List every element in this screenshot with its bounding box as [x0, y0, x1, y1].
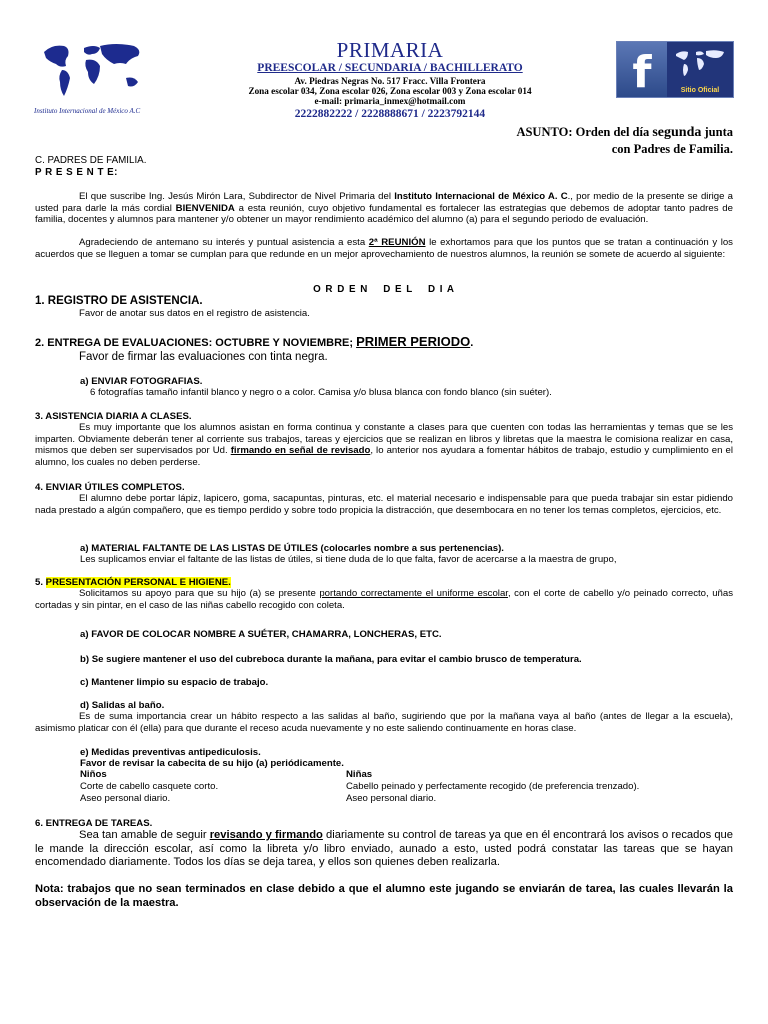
reunion-number: 2ª REUNIÓN [368, 237, 426, 248]
section-5-text-a: Solicitamos su apoyo para que su hijo (a) se presente [79, 588, 320, 599]
section-5b: b) Se sugiere mantener el uso del cubreboca durante la mañana, para evitar el cambio brusco de temperatura. [80, 654, 582, 665]
section-5-title-text: PRESENTACIÓN PERSONAL E HIGIENE. [45, 577, 231, 588]
section-2-text: Favor de firmar las evaluaciones con tinta negra. [79, 351, 328, 363]
section-4-text: El alumno debe portar lápiz, lapicero, goma, sacapuntas, pinturas, etc. el material necesario e indispensable para que pueda trabajar sin estar pidiendo nada prestado a algún compañero, que es tiempo perdido y sobre todo propicia la distracción, que desembocara en no tener los temas completos, ejercicios, etc. [35, 493, 733, 516]
ninas-item: Cabello peinado y perfectamente recogido (de preferencia trenzado). [346, 781, 640, 792]
asunto-bold-word: segunda [652, 125, 702, 140]
revisando-firmando: revisando y firmando [209, 829, 323, 841]
globe-icon [670, 46, 730, 82]
section-5d-title: d) Salidas al baño. [80, 700, 165, 711]
section-6-text-c: diariamente su control de tareas ya que en él encontrará los avisos o recados que le mande la dirección escolar, así como la libreta y/o libro enviado, aunado a esto, usted podrá constatar las tareas que se hayan encomendado diariamente. Todos los días se deja tarea, y ellos son quienes deben realizarla. [35, 829, 733, 868]
section-5e-title: e) Medidas preventivas antipediculosis. [80, 747, 261, 758]
school-zones: Zona escolar 034, Zona escolar 026, Zona escolar 003 y Zona escolar 014 [248, 86, 532, 96]
section-3-text-a: Es muy importante que los alumnos asistan en forma continua y constante a clases para que cuenten con todas las herramientas y temas que se les imparten. Obviamente deberán tener al corriente sus trabajos, tareas y ejercicios que se realizan en libros y libretas que la maestra le comisiona realizar en casa, mismos que deben ser supervisados por Ud. [35, 422, 733, 457]
ninas-item: Aseo personal diario. [346, 793, 437, 804]
page-title: PRIMARIA [336, 38, 444, 62]
section-6-text-a: Sea tan amable de seguir [79, 829, 210, 841]
section-1-title: 1. REGISTRO DE ASISTENCIA. [35, 295, 203, 307]
primer-periodo: PRIMER PERIODO [356, 334, 471, 349]
ninas-heading: Niñas [346, 769, 373, 780]
intro-text: a esta reunión, cuyo objetivo fundamental es fortalecer las estrategias que debemos de adoptar tanto padres de familia, docentes y alumnos para mantener y/o obtener un mayor rendimiento académico del alumno (a) para el segundo periodo de evaluación. [35, 202, 733, 226]
section-5-number: 5. [35, 577, 46, 588]
section-5-text [35, 588, 733, 611]
intro-text: Agradeciendo de antemano su interés y puntual asistencia a esta [79, 237, 369, 248]
section-2a-title: a) ENVIAR FOTOGRAFIAS. [80, 376, 203, 387]
uniforme-escolar: portando correctamente el uniforme escolar [319, 588, 508, 599]
logo-caption: Instituto Internacional de México A.C [34, 107, 141, 115]
section-5a: a) FAVOR DE COLOCAR NOMBRE A SUÉTER, CHAMARRA, LONCHERAS, ETC. [80, 629, 442, 640]
intro-text: le exhortamos para que los puntos que se tratan a continuación y los acuerdos que se lleguen a tomar se cumplan para que redunde en un mejor aprovechamiento de nuestros alumnos, la reunión se somete de acuerdo al siguiente: [35, 237, 733, 260]
ninos-item: Aseo personal diario. [80, 793, 171, 804]
intro-paragraph-2 [35, 237, 733, 260]
section-4-title: 4. ENVIAR ÚTILES COMPLETOS. [35, 482, 185, 493]
addressee: C. PADRES DE FAMILIA. [35, 155, 147, 166]
school-email: e-mail: primaria_inmex@hotmail.com [314, 96, 466, 106]
section-5c: c) Mantener limpio su espacio de trabajo. [80, 677, 269, 688]
section-2-title-text: 2. ENTREGA DE EVALUACIONES: OCTUBRE Y NOVIEMBRE; [35, 337, 357, 349]
ninos-heading: Niños [80, 769, 107, 780]
intro-paragraph-1 [35, 191, 733, 226]
school-logo [34, 38, 154, 118]
firmando-revisado: firmando en señal de revisado [230, 445, 371, 457]
section-3-text-c: , lo anterior nos ayudara a fomentar hábitos de trabajo, estudio y cumplimiento en el alumno, los cuales no deben perderse. [35, 445, 733, 469]
section-3-text [35, 422, 733, 469]
intro-text: ., por medio de la presente se dirige a usted para darle la más cordial [35, 191, 733, 214]
intro-text: El que suscribe Ing. Jesús Mirón Lara, Subdirector de Nivel Primaria del [79, 191, 395, 202]
section-4a-text: Les suplicamos enviar el faltante de las listas de útiles, si tiene duda de lo que falta, favor de acercarse a la maestra de grupo, [80, 554, 617, 565]
school-address: Av. Piedras Negras No. 517 Fracc. Villa Frontera [294, 76, 486, 86]
facebook-badge[interactable] [616, 41, 734, 98]
section-1-text: Favor de anotar sus datos en el registro de asistencia. [79, 308, 310, 319]
section-6-title: 6. ENTREGA DE TAREAS. [35, 818, 153, 829]
asunto-suffix: junta [701, 125, 733, 139]
welcome-word: BIENVENIDA [175, 202, 235, 214]
world-map-icon [34, 38, 154, 104]
asunto-line2: con Padres de Familia. [611, 142, 733, 156]
school-phones: 2222882222 / 2228888671 / 2223792144 [294, 108, 486, 120]
section-2-title [35, 334, 733, 349]
orden-del-dia-title: O R D E N D E L D I A [313, 284, 455, 295]
asunto [516, 124, 733, 157]
facebook-icon: f [617, 42, 667, 97]
section-5-text-c: , con el corte de cabello y/o peinado correcto, uñas cortadas y sin pintar, en el caso de las niñas cabello recogido con coleta. [35, 588, 734, 611]
asunto-prefix: ASUNTO: Orden del día [516, 125, 653, 139]
official-site-label: Sitio Oficial [680, 87, 720, 94]
section-2a-text: 6 fotografías tamaño infantil blanco y negro o a color. Camisa y/o blusa blanca con fondo blanco (sin suéter). [90, 387, 552, 398]
section-4a-title: a) MATERIAL FALTANTE DE LAS LISTAS DE ÚTILES (colocarles nombre a sus pertenencias). [80, 543, 504, 554]
presente-label: P R E S E N T E: [35, 166, 118, 178]
section-6-text [35, 829, 733, 870]
section-5-title [35, 577, 733, 588]
section-2-title-end: . [470, 337, 474, 349]
section-5d-text: Es de suma importancia crear un hábito respecto a las salidas al baño, sugiriendo que por la mañana vaya al baño (antes de llegar a la escuela), asimismo platicar con él (ella) para que durante el receso acuda nuevamente y no este saliendo continuamente en horas clase. [35, 711, 733, 734]
school-levels: PREESCOLAR / SECUNDARIA / BACHILLERATO [257, 62, 523, 74]
institute-name: Instituto Internacional de México A. C [394, 191, 568, 202]
ninos-item: Corte de cabello casquete corto. [80, 781, 219, 792]
section-5e-sub: Favor de revisar la cabecita de su hijo (a) periódicamente. [80, 758, 344, 769]
nota-paragraph: Nota: trabajos que no sean terminados en clase debido a que el alumno este jugando se enviarán de tarea, las cuales llevarán la observación de la maestra. [35, 883, 733, 909]
section-3-title: 3. ASISTENCIA DIARIA A CLASES. [35, 411, 192, 422]
